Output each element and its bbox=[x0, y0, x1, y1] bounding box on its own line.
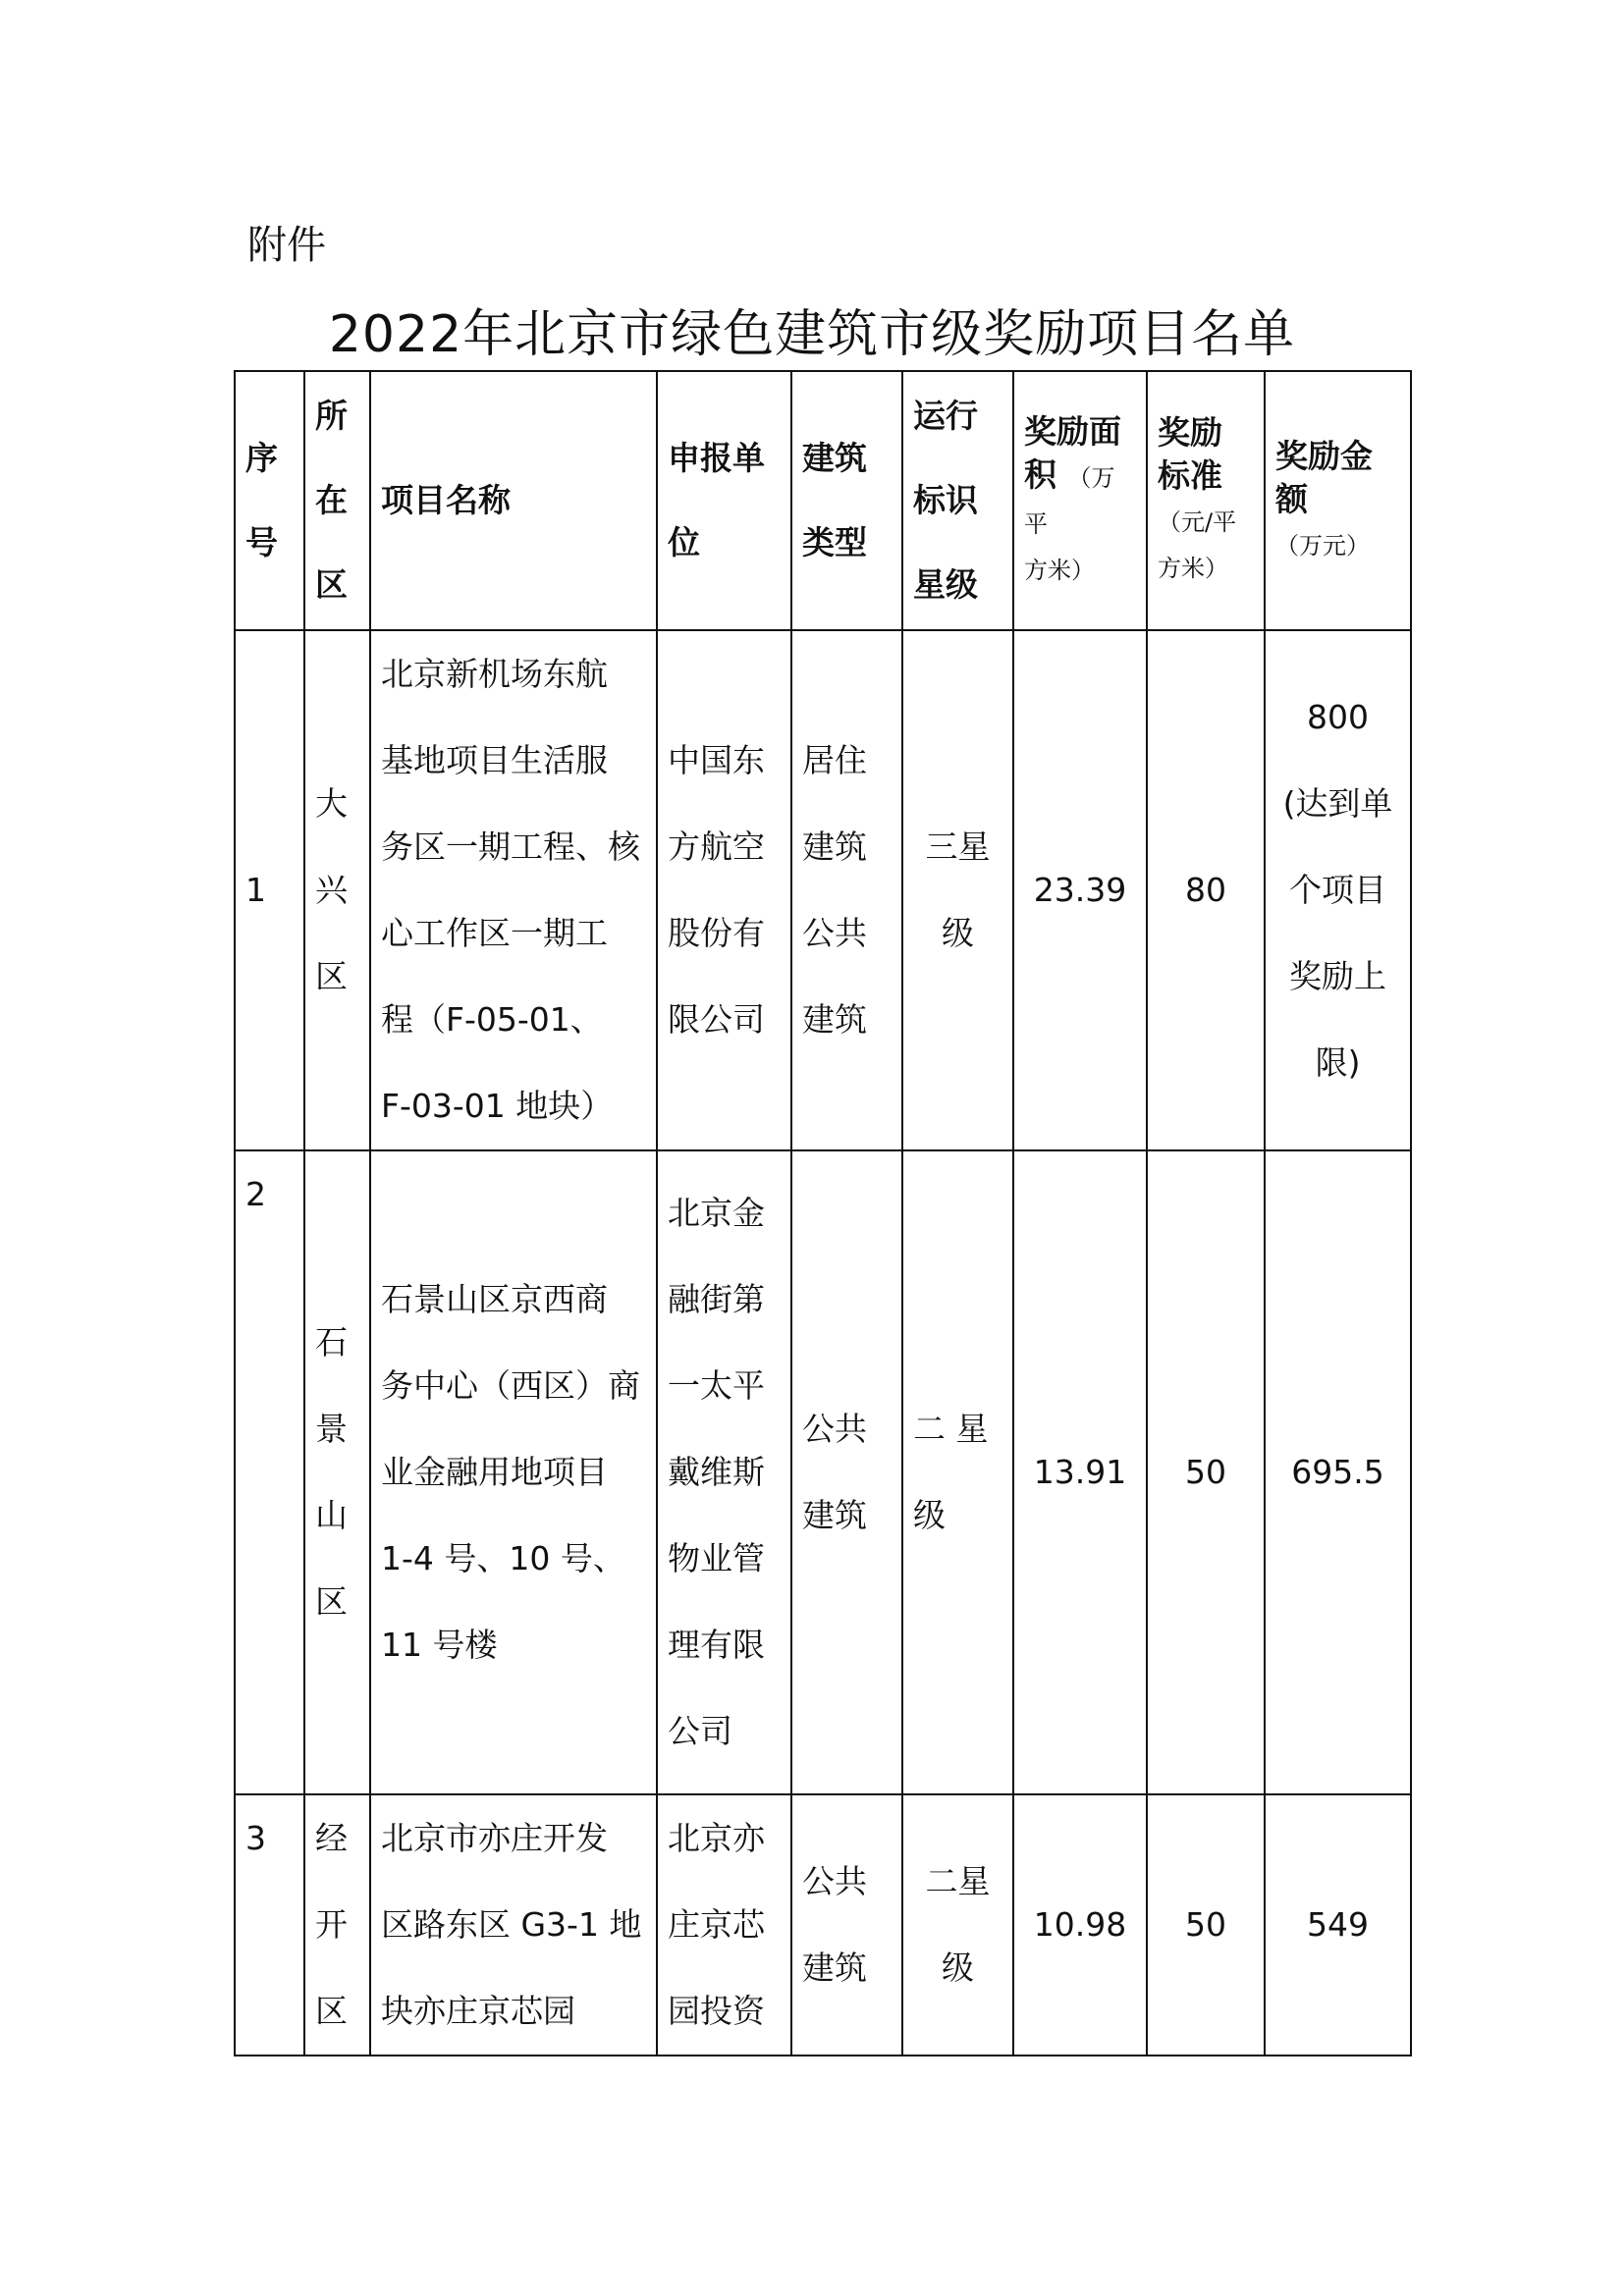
cell-award-area: 13.91 bbox=[1013, 1150, 1147, 1794]
cell-star-rating: 三星 级 bbox=[902, 630, 1013, 1150]
cell-building-type: 公共 建筑 bbox=[791, 1150, 902, 1794]
table-row bbox=[235, 630, 1411, 1150]
cell-award-standard: 50 bbox=[1147, 1150, 1265, 1794]
header-award-area-unit: （万平 方米） bbox=[1024, 463, 1115, 584]
cell-award-standard: 80 bbox=[1147, 630, 1265, 1150]
cell-award-amount: 549 bbox=[1265, 1794, 1411, 2056]
cell-building-type: 居住 建筑 公共 建筑 bbox=[791, 630, 902, 1150]
cell-award-area: 10.98 bbox=[1013, 1794, 1147, 2056]
header-award-amount bbox=[1265, 371, 1411, 630]
cell-star-rating: 二星 级 bbox=[902, 1794, 1013, 2056]
award-table bbox=[234, 370, 1412, 2056]
header-award-amount-unit: （万元） bbox=[1275, 531, 1370, 560]
document-title: 2022年北京市绿色建筑市级奖励项目名单 bbox=[328, 305, 1296, 364]
header-building-type: 建筑 类型 bbox=[791, 371, 902, 630]
table-row bbox=[235, 1794, 1411, 2056]
cell-star-rating: 二 星 级 bbox=[902, 1150, 1013, 1794]
cell-award-amount: 800 (达到单 个项目 奖励上 限) bbox=[1265, 630, 1411, 1150]
cell-seq: 3 bbox=[235, 1794, 304, 2056]
header-award-standard-label: 奖励 标准 bbox=[1158, 413, 1222, 495]
header-seq: 序 号 bbox=[235, 371, 304, 630]
header-award-amount-label: 奖励金 额 bbox=[1275, 436, 1373, 518]
header-award-area bbox=[1013, 371, 1147, 630]
cell-applicant: 北京亦 庄京芯 园投资 bbox=[657, 1794, 791, 2056]
cell-project-name: 北京新机场东航 基地项目生活服 务区一期工程、核 心工作区一期工 程（F-05-01、 F-03-01 地块） bbox=[370, 630, 657, 1150]
cell-district: 石 景 山 区 bbox=[304, 1150, 370, 1794]
cell-project-name: 石景山区京西商 务中心（西区）商 业金融用地项目 1-4 号、10 号、 11 号楼 bbox=[370, 1150, 657, 1794]
cell-district: 大 兴 区 bbox=[304, 630, 370, 1150]
header-applicant: 申报单 位 bbox=[657, 371, 791, 630]
annex-label: 附件 bbox=[247, 223, 326, 268]
header-award-standard-unit: （元/平 方米） bbox=[1158, 508, 1237, 582]
cell-applicant: 北京金 融街第 一太平 戴维斯 物业管 理有限 公司 bbox=[657, 1150, 791, 1794]
cell-award-area: 23.39 bbox=[1013, 630, 1147, 1150]
cell-project-name: 北京市亦庄开发 区路东区 G3-1 地 块亦庄京芯园 bbox=[370, 1794, 657, 2056]
cell-award-amount: 695.5 bbox=[1265, 1150, 1411, 1794]
cell-applicant: 中国东 方航空 股份有 限公司 bbox=[657, 630, 791, 1150]
header-project-name: 项目名称 bbox=[370, 371, 657, 630]
header-star-rating: 运行 标识 星级 bbox=[902, 371, 1013, 630]
header-district: 所 在 区 bbox=[304, 371, 370, 630]
cell-seq: 1 bbox=[235, 630, 304, 1150]
cell-seq: 2 bbox=[235, 1150, 304, 1794]
cell-building-type: 公共 建筑 bbox=[791, 1794, 902, 2056]
header-award-area-label: 奖励面 积 bbox=[1024, 411, 1121, 494]
header-award-standard bbox=[1147, 371, 1265, 630]
table-row bbox=[235, 1150, 1411, 1794]
cell-district: 经 开 区 bbox=[304, 1794, 370, 2056]
cell-award-standard: 50 bbox=[1147, 1794, 1265, 2056]
header-row bbox=[235, 371, 1411, 630]
